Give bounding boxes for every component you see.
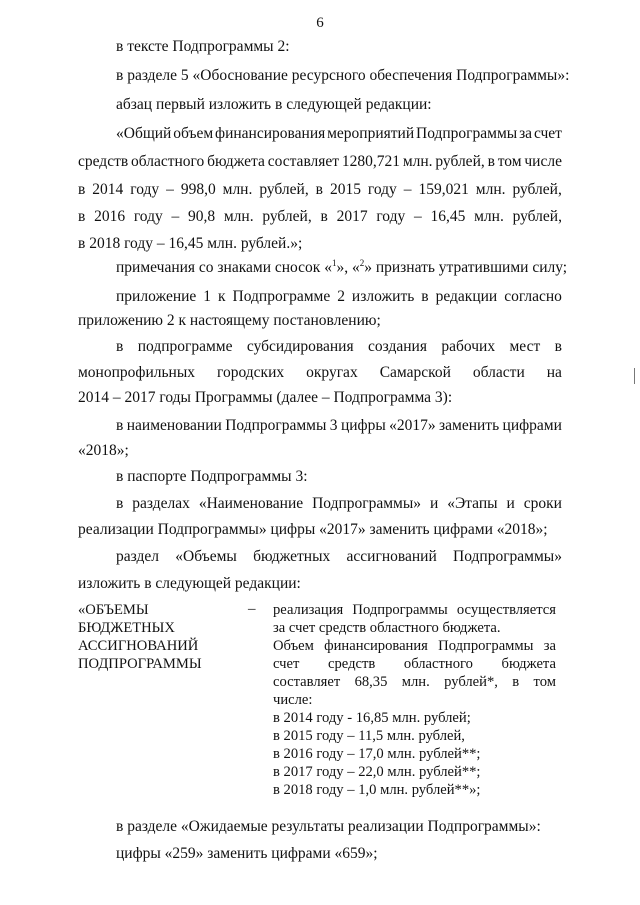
word: и [506, 495, 515, 512]
table-value-line-2: за счет средств областного бюджета. [273, 620, 501, 636]
word: 68,35 [354, 674, 388, 690]
name-line-1 [116, 418, 562, 434]
word: бюджета [501, 656, 556, 672]
word: в [116, 495, 124, 512]
footnote-text-before: примечания со знаками сносок « [116, 259, 332, 276]
table-value-line-11: в 2018 году – 1,0 млн. рублей**»; [273, 782, 481, 798]
subsidy-line-1 [116, 339, 562, 355]
table-label-line-4: ПОДПРОГРАММЫ [78, 656, 202, 672]
word: «Наименование [198, 495, 304, 512]
table-label-line-1: «ОБЪЕМЫ [78, 602, 149, 618]
word: областного [130, 153, 205, 170]
volume-line-1 [116, 549, 562, 565]
word: приложение [116, 288, 197, 305]
word: 1280,721 [341, 153, 401, 170]
word: составляет [267, 153, 340, 170]
funding-line-5: в 2018 году – 16,45 млн. рублей.»; [78, 235, 303, 252]
word: «2017» [389, 417, 436, 434]
table-value-line-6: числе: [273, 692, 313, 708]
word: изложить [351, 288, 415, 305]
word: ассигнований [346, 548, 437, 565]
word: 2017 [336, 208, 368, 225]
word: субсидирования [246, 338, 354, 355]
table-value-line-5 [273, 675, 556, 690]
sections-line-1 [116, 496, 562, 512]
word: в [320, 208, 328, 225]
word: 3 [329, 417, 338, 434]
word: млн. [402, 153, 433, 170]
footnote-mark-2: 2 [359, 258, 365, 268]
word: округах [306, 364, 358, 381]
word: счет [273, 656, 300, 672]
subsidy-line-3: 2014 – 2017 годы Программы (далее – Подпрограмма 3): [78, 389, 453, 406]
word: Объем [273, 638, 314, 654]
word: в [554, 338, 562, 355]
word: рублей, [512, 208, 562, 225]
word: Подпрограммы» [453, 548, 562, 565]
word: 2015 [329, 181, 361, 198]
word: году [130, 181, 160, 198]
word: за [543, 638, 556, 654]
word: – [413, 208, 422, 225]
name-line-2: «2018»; [78, 442, 129, 459]
word: Подпрограммы [438, 638, 534, 654]
word: «Этапы [447, 495, 498, 512]
word: Самарской [379, 364, 451, 381]
paragraph-footnotes [116, 260, 567, 276]
word: 90,8 [188, 208, 216, 225]
word: создания [368, 338, 427, 355]
table-value-line-9: в 2016 году – 17,0 млн. рублей**; [273, 746, 481, 762]
word: млн. [474, 208, 504, 225]
paragraph-section5: в разделе 5 «Обоснование ресурсного обеспечения Подпрограммы»: [116, 67, 570, 84]
table-value-line-10: в 2017 году – 22,0 млн. рублей**; [273, 764, 481, 780]
paragraph-first-abzac: абзац первый изложить в следующей редакции: [116, 96, 432, 113]
table-value-line-1 [273, 603, 556, 618]
word: на [546, 364, 562, 381]
footnote-mark-1: 1 [331, 258, 337, 268]
word: финансирования [324, 638, 428, 654]
word: Подпрограммы [416, 125, 518, 142]
word: монопрофильных [78, 364, 195, 381]
table-dash: – [248, 601, 256, 617]
word: 2 [337, 288, 345, 305]
word: финансирования [215, 125, 326, 142]
word: в [78, 181, 86, 198]
word: млн. [222, 181, 253, 198]
word: сроки [523, 495, 562, 512]
appendix-line-1 [116, 289, 562, 305]
word: в [78, 208, 86, 225]
word: рублей, [512, 181, 562, 198]
subsidy-line-2 [78, 365, 562, 381]
word: году [367, 181, 397, 198]
word: в [487, 153, 495, 170]
appendix-line-2: приложению 2 к настоящему постановлению; [78, 312, 381, 329]
word: 159,021 [418, 181, 469, 198]
page-number: 6 [316, 15, 324, 31]
funding-line-4 [78, 209, 562, 225]
table-label-line-3: АССИГНОВАНИЙ [78, 638, 199, 654]
word: рублей, [259, 181, 309, 198]
word: редакции [435, 288, 498, 305]
margin-mark [634, 368, 635, 384]
word: цифрами [502, 417, 562, 434]
table-value-line-8: в 2015 году – 11,5 млн. рублей, [273, 728, 465, 744]
word: цифры [340, 417, 386, 434]
word: 16,45 [430, 208, 466, 225]
word: разделах [132, 495, 190, 512]
word: 998,0 [180, 181, 216, 198]
table-value-line-7: в 2014 году - 16,85 млн. рублей; [273, 710, 471, 726]
word: мест [509, 338, 541, 355]
word: реализация [273, 602, 344, 618]
word: Подпрограмме [232, 288, 331, 305]
funding-line-1 [116, 126, 562, 142]
word: рублей, [435, 153, 485, 170]
word: бюджетных [253, 548, 331, 565]
word: бюджета [207, 153, 265, 170]
word: раздел [116, 548, 159, 565]
word: подпрограмме [137, 338, 233, 355]
volume-line-2: изложить в следующей редакции: [78, 575, 301, 592]
word: согласно [504, 288, 562, 305]
word: осуществляется [456, 602, 556, 618]
word: 2016 [94, 208, 126, 225]
footnote-text-between: », « [336, 259, 360, 276]
word: «Объемы [175, 548, 237, 565]
word: Подпрограммы» [312, 495, 422, 512]
word: числе [524, 153, 562, 170]
word: году [133, 208, 163, 225]
word: областного [403, 656, 473, 672]
word: мероприятий [327, 125, 415, 142]
paragraph-replace-259: цифры «259» заменить цифрами «659»; [116, 845, 378, 862]
word: том [497, 153, 522, 170]
word: объем [173, 125, 214, 142]
word: счет [533, 125, 562, 142]
word: заменить [439, 417, 500, 434]
word: млн. [401, 674, 430, 690]
word: году [376, 208, 406, 225]
word: – [166, 181, 174, 198]
word: в [315, 181, 323, 198]
footnote-text-after: » признать утратившими силу; [364, 259, 568, 276]
word: в [116, 338, 124, 355]
word: 1 [203, 288, 212, 305]
word: области [472, 364, 525, 381]
word: средств [328, 656, 376, 672]
word: том [533, 674, 556, 690]
table-value-line-3 [273, 639, 556, 654]
table-value-line-4 [273, 657, 556, 672]
word: млн. [223, 208, 254, 225]
word: 2014 [92, 181, 124, 198]
word: городских [217, 364, 285, 381]
paragraph-subprogram2-intro: в тексте Подпрограммы 2: [116, 38, 290, 55]
word: в [116, 417, 124, 434]
word: рублей, [262, 208, 312, 225]
paragraph-passport: в паспорте Подпрограммы 3: [116, 468, 308, 485]
word: к [218, 288, 226, 305]
funding-line-3 [78, 182, 562, 198]
word: средств [78, 153, 129, 170]
word: рабочих [441, 338, 496, 355]
word: за [519, 125, 533, 142]
word: – [403, 181, 412, 198]
word: в [512, 674, 520, 690]
word: наименовании [126, 417, 222, 434]
word: – [171, 208, 180, 225]
word: Подпрограммы [352, 602, 448, 618]
funding-line-2 [78, 154, 562, 170]
word: составляет [273, 674, 341, 690]
sections-line-2: реализации Подпрограммы» цифры «2017» заменить цифрами «2018»; [78, 521, 548, 538]
word: млн. [475, 181, 506, 198]
paragraph-expected-results: в разделе «Ожидаемые результаты реализации Подпрограммы»: [116, 818, 541, 835]
word: рублей*, [444, 674, 498, 690]
word: в [421, 288, 429, 305]
word: Подпрограммы [225, 417, 327, 434]
word: и [429, 495, 439, 512]
table-label-line-2: БЮДЖЕТНЫХ [78, 620, 175, 636]
word: «Общий [116, 125, 172, 142]
